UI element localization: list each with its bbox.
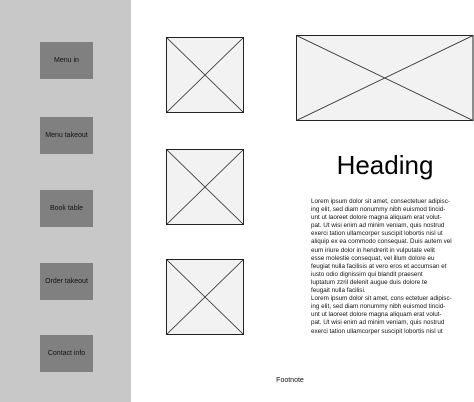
menu-takeout-label: Menu takeout [45, 131, 88, 139]
image-placeholder-3 [166, 259, 244, 335]
image-placeholder-icon [296, 35, 474, 121]
hero-image-placeholder [296, 35, 474, 121]
menu-takeout-button[interactable] [40, 117, 93, 154]
menu-in-button[interactable] [40, 42, 93, 79]
image-placeholder-icon [166, 149, 244, 225]
contact-info-button[interactable] [40, 335, 93, 372]
body-text: Lorem ipsum dolor sit amet, consectetuer adipisc- ing elit, sed diam nonummy nibh euismod tincid- unt ut laoreet dolore magna aliquam erat volut- pat. Ut wisi enim ad minim veniam, quis nostrud exerci tation ullamcorper suscipit lobortis nisl ut aliquip ex ea commodo consequat. Duis autem vel eum iriure dolor in hendrerit in vulputate velit esse molestie consequat, vel illum dolore eu feugiat nulla facilisis at vero eros et accumsan et iusto odio dignissim qui blandit praesent luptatum zzril delenit augue duis dolore te feugait nulla facilisi. Lorem ipsum dolor sit amet, cons ectetuer adipisc- ing elit, sed diam nonummy nibh euismod tincid- unt ut laoreet dolore magna aliquam erat volut- pat. Ut wisi enim ad minim veniam, quis nostrud exerci tation ullamcorper suscipit lobortis nisl ut [311, 198, 452, 335]
book-table-label: Book table [49, 204, 84, 212]
sidebar [0, 0, 131, 402]
contact-info-label: Contact info [47, 349, 86, 357]
menu-in-label: Menu in [54, 56, 79, 64]
book-table-button[interactable] [40, 190, 93, 227]
page-heading: Heading [336, 150, 434, 180]
order-takeout-label: Order takeout [45, 277, 88, 285]
image-placeholder-icon [166, 37, 244, 113]
order-takeout-button[interactable] [40, 263, 93, 300]
footnote: Footnote [276, 377, 304, 384]
image-placeholder-1 [166, 37, 244, 113]
image-placeholder-icon [166, 259, 244, 335]
image-placeholder-2 [166, 149, 244, 225]
